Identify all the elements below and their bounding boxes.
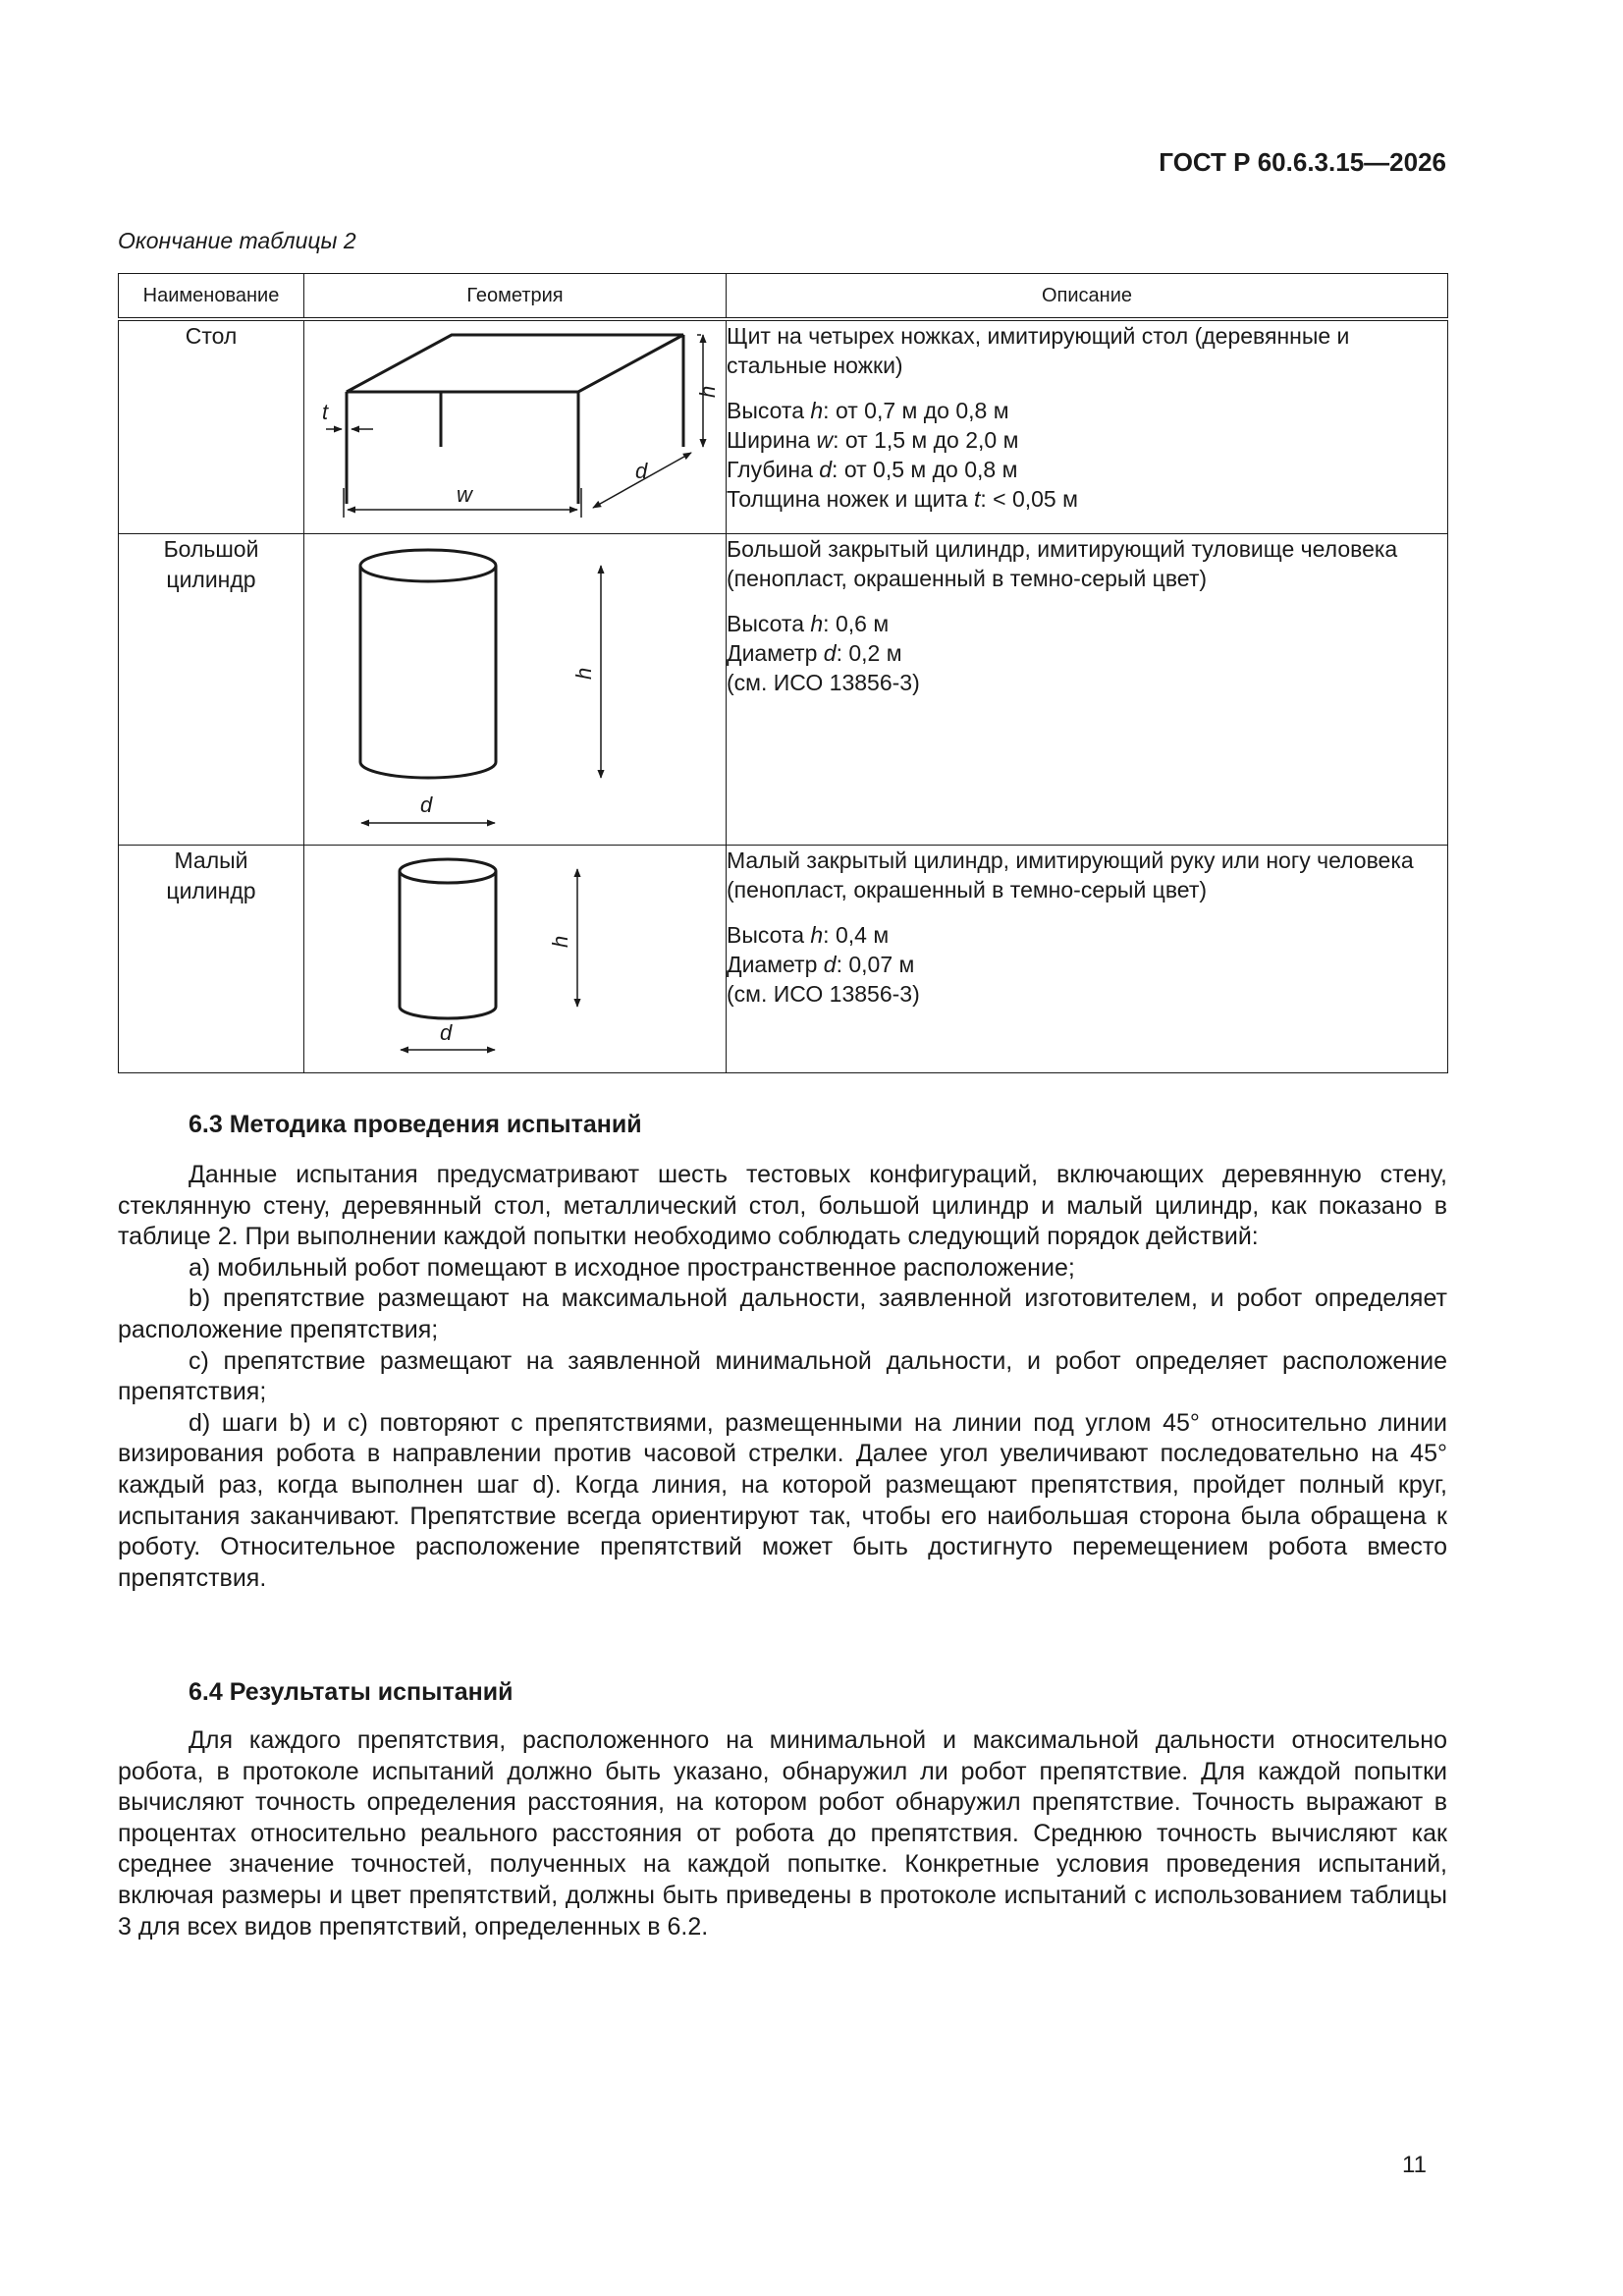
description-small-cylinder: Малый закрытый цилиндр, имитирующий руку или ногу человека (пенопласт, окрашенный в темно-серый цвет) Высота h: 0,4 м Диаметр d: 0,07 м (см. ИСО 13856-3) [727, 846, 1448, 1073]
param-thickness: Толщина ножек и щита t: < 0,05 м [727, 486, 1078, 512]
param-depth: Глубина d: от 0,5 м до 0,8 м [727, 457, 1018, 482]
label-d: d [635, 459, 648, 483]
row-name-small-cylinder: Малый цилиндр [119, 846, 304, 1073]
section-body-test-results [118, 1725, 1447, 1942]
table-header-row [119, 274, 1448, 320]
label-w: w [457, 482, 472, 507]
obstacles-table [118, 273, 1448, 1073]
small-cylinder-drawing [304, 846, 725, 1071]
table-drawing [304, 321, 725, 533]
table-caption: Окончание таблицы 2 [118, 228, 356, 253]
section-heading-test-results: 6.4 Результаты испытаний [189, 1678, 514, 1706]
large-cylinder-drawing [304, 534, 725, 844]
section-heading-test-method: 6.3 Методика проведения испытаний [189, 1111, 642, 1138]
label-h: h [695, 385, 720, 398]
param-diameter: Диаметр d: 0,2 м [727, 640, 902, 666]
label-h: h [548, 935, 572, 948]
param-height: Высота h: 0,6 м [727, 611, 890, 636]
list-item: d) шаги b) и c) повторяют с препятствиями, размещенными на линии под углом 45° относительно линии визирования робота в направлении против часовой стрелки. Далее угол увеличивают последовательно на 45° каждый раз, когда выполнен шаг d). Когда линия, на которой размещают препятствия, пройдет полный круг, испытания заканчивают. Препятствие всегда ориентируют так, чтобы его наибольшая сторона была обращена к роботу. Относительное расположение препятствий может быть достигнуто перемещением робота вместо препятствия. [118, 1408, 1447, 1592]
label-h: h [571, 667, 596, 680]
section-body-test-method [118, 1160, 1447, 1594]
column-header-geometry: Геометрия [304, 274, 727, 320]
page-number: 11 [1402, 2152, 1427, 2178]
label-d: d [420, 793, 433, 817]
description-large-cylinder: Большой закрытый цилиндр, имитирующий туловище человека (пенопласт, окрашенный в темно-серый цвет) Высота h: 0,6 м Диаметр d: 0,2 м (см. ИСО 13856-3) [727, 534, 1448, 846]
list-item: b) препятствие размещают на максимальной дальности, заявленной изготовителем, и робот определяет расположение препятствия; [118, 1285, 1447, 1343]
paragraph: Для каждого препятствия, расположенного на минимальной и максимальной дальности относительно робота, в протоколе испытаний должно быть указано, обнаружил ли робот препятствие. Для каждой попытки вычисляют точность определения расстояния, на котором робот обнаружил препятствие. Точность выражают в процентах относительно реального расстояния от робота до препятствия. Среднюю точность вычисляют как среднее значение точностей, полученных на каждой попытке. Конкретные условия проведения испытаний, включая размеры и цвет препятствий, должны быть приведены в протоколе испытаний с использованием таблицы 3 для всех видов препятствий, определенных в 6.2. [118, 1726, 1447, 1941]
list-item: a) мобильный робот помещают в исходное пространственное расположение; [189, 1253, 1075, 1282]
table-row [119, 534, 1448, 846]
param-diameter: Диаметр d: 0,07 м [727, 952, 915, 977]
param-width: Ширина w: от 1,5 м до 2,0 м [727, 427, 1019, 453]
description-table: Щит на четырех ножках, имитирующий стол (деревянные и стальные ножки) Высота h: от 0,7 м до 0,8 м Ширина w: от 1,5 м до 2,0 м Глубина d: от 0,5 м до 0,8 м Толщина ножек и щита t: < 0,05 м [727, 319, 1448, 534]
standard-designation: ГОСТ Р 60.6.3.15—2026 [1159, 147, 1446, 177]
label-t: t [322, 400, 329, 424]
row-name-table: Стол [119, 319, 304, 534]
label-d: d [440, 1020, 453, 1045]
geometry-large-cylinder [304, 534, 727, 846]
param-height: Высота h: от 0,7 м до 0,8 м [727, 398, 1009, 423]
list-item: c) препятствие размещают на заявленной минимальной дальности, и робот определяет расположение препятствия; [118, 1346, 1447, 1406]
param-reference: (см. ИСО 13856-3) [727, 670, 920, 695]
param-reference: (см. ИСО 13856-3) [727, 981, 920, 1007]
geometry-table [304, 319, 727, 534]
column-header-description: Описание [727, 274, 1448, 320]
table-row [119, 846, 1448, 1073]
param-height: Высота h: 0,4 м [727, 922, 890, 948]
geometry-small-cylinder [304, 846, 727, 1073]
table-row [119, 319, 1448, 534]
row-name-large-cylinder: Большой цилиндр [119, 534, 304, 846]
column-header-name: Наименование [119, 274, 304, 320]
paragraph: Данные испытания предусматривают шесть тестовых конфигураций, включающих деревянную стену, стеклянную стену, деревянный стол, металлический стол, большой цилиндр и малый цилиндр, как показано в таблице 2. При выполнении каждой попытки необходимо соблюдать следующий порядок действий: [118, 1161, 1447, 1251]
